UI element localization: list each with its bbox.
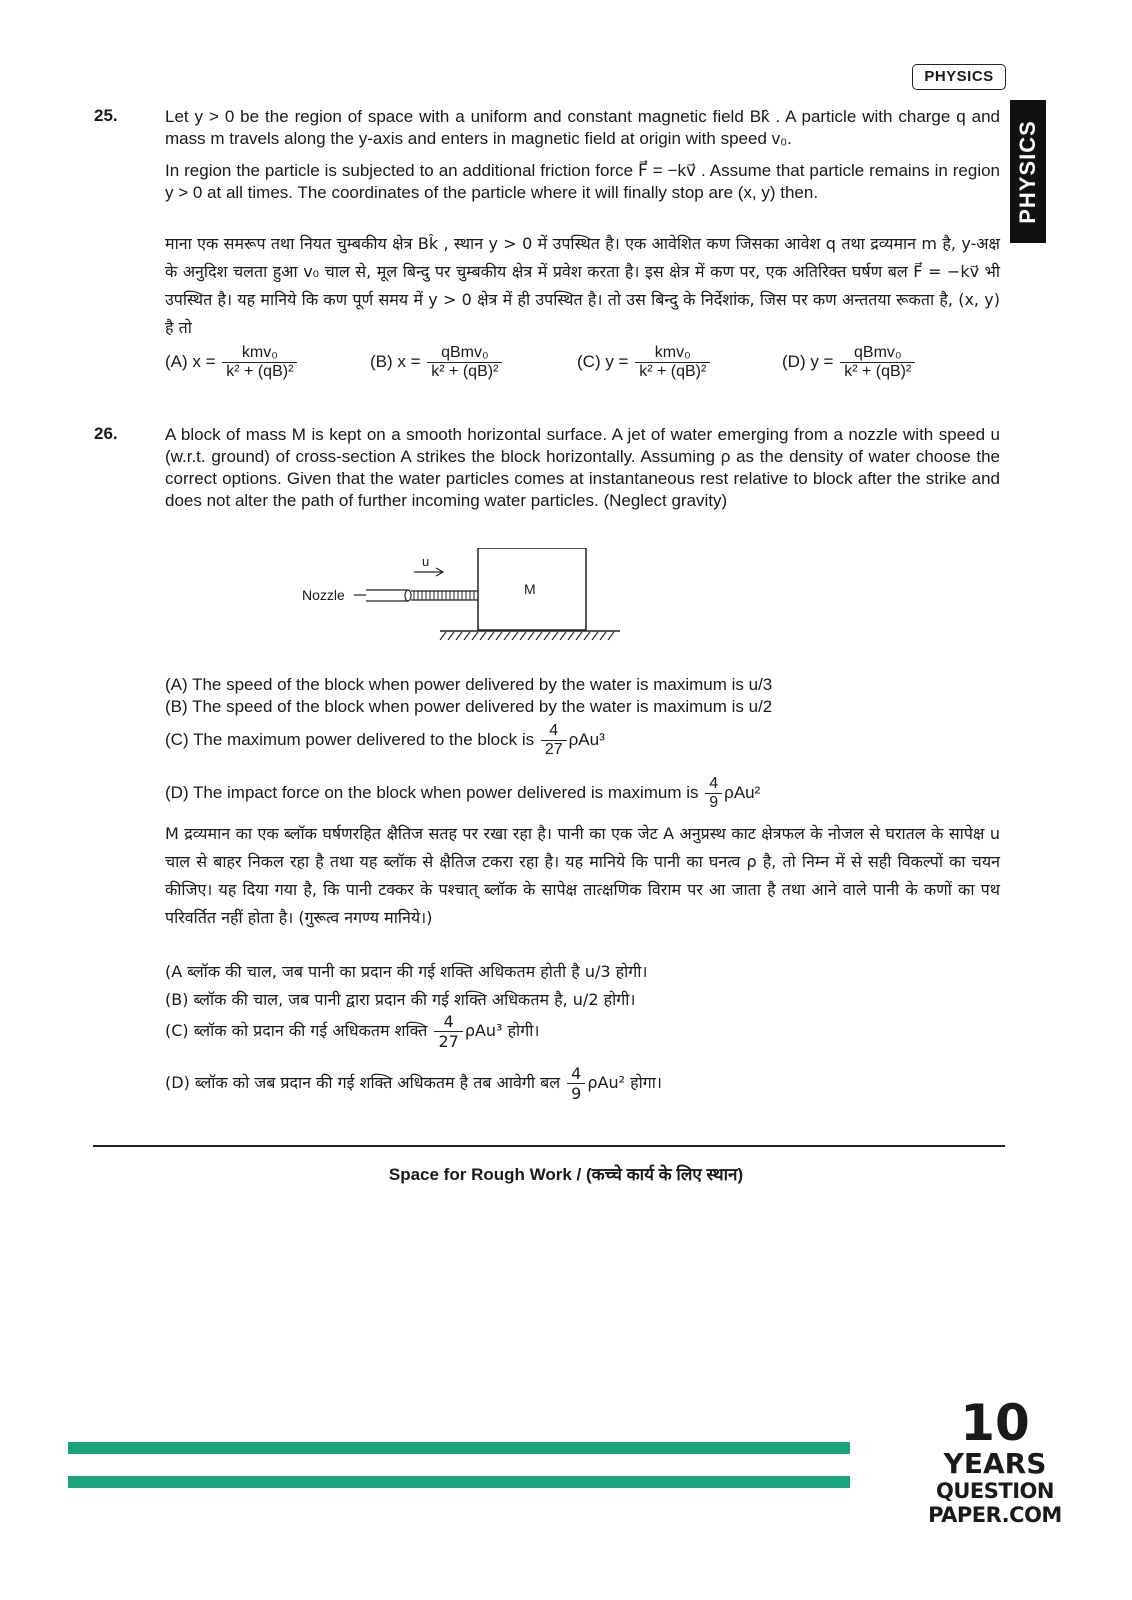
ground-hatching (440, 632, 614, 640)
block-label: M (524, 581, 536, 597)
q26-hindi-option-d-text: (D) ब्लॉक को जब प्रदान की गई शक्ति अधिकतम है तब आवेगी बल (165, 1073, 561, 1092)
q26-hindi-option-d-post: होगा। (630, 1073, 662, 1092)
logo-number: 10 (960, 1394, 1030, 1452)
question-26-text: A block of mass M is kept on a smooth horizontal surface. A jet of water emerging from a nozzle with speed u (w.r.t. ground) of cross-section A strikes the block horizontally. Assuming ρ as the density of water choose the correct options. Given that the water particles comes at instantaneous rest relative to block after the strike and does not alter the path of further incoming water particles. (Neglect gravity) (165, 425, 1000, 510)
velocity-label: u (422, 554, 430, 569)
jet-hatching (414, 591, 474, 600)
question-25-text: Let y > 0 be the region of space with a uniform and constant magnetic field Bk̂ . A particle with charge q and mass m travels along the y-axis and enters in magnetic field at origin with speed v₀. (165, 107, 1000, 148)
q25-option-c-label: (C) y = (577, 351, 629, 371)
subject-side-tab (1010, 100, 1046, 243)
q25-option-a-label: (A) x = (165, 351, 216, 371)
question-25-hindi: माना एक समरूप तथा नियत चुम्बकीय क्षेत्र Bk̂ , स्थान y > 0 में उपस्थित है। एक आवेशित कण जिसका आवेश q तथा द्रव्यमान m है, y-अक्ष के अनुदिश चलता हुआ v₀ चाल से, मूल बिन्दु पर चुम्बकीय क्षेत्र में प्रवेश करता है। इस क्षेत्र में कण पर, एक अतिरिक्त घर्षण बल F⃗ = −kv⃗ भी उपस्थित है। यह मानिये कि कण पूर्ण समय में y > 0 क्षेत्र में ही उपस्थित है। तो उस बिन्दु के निर्देशांक, जिस पर कण अन्ततया रूकता है, (x, y) है तो (165, 234, 1000, 337)
question-25-number: 25. (94, 106, 118, 125)
subject-tag: PHYSICS (912, 64, 1006, 90)
q25-option-b (370, 344, 504, 381)
question-25-text-2: In region the particle is subjected to an additional friction force F⃗ = −kv⃗ . Assume that particle remains in region y > 0 at all times. The coordinates of the particle where it will finally stop are (x, y) then. (165, 161, 1000, 202)
q25-option-c (577, 344, 712, 381)
q26-hindi-option-d-fraction: $\frac{4}{9}$ (567, 1064, 585, 1103)
q26-option-c-text: (C) The maximum power delivered to the block is (165, 729, 535, 749)
nozzle-mouth (405, 590, 411, 601)
q26-option-c (165, 722, 605, 759)
q26-hindi-option-c-fraction: $\frac{4}{27}$ (434, 1012, 462, 1051)
q26-option-b: (B) The speed of the block when power delivered by the water is maximum is u/2 (165, 697, 773, 716)
q26-option-d (165, 775, 760, 812)
q25-option-d-fraction: $\frac{\text{qBmv₀}}{\text{k² + (qB)²}}$ (840, 344, 915, 381)
q26-hindi-option-a: (A ब्लॉक की चाल, जब पानी का प्रदान की गई शक्ति अधिकतम होती है u/3 होगी। (165, 962, 648, 981)
logo-site: QUESTION PAPER.COM (928, 1479, 1062, 1527)
q26-option-a: (A) The speed of the block when power delivered by the water is maximum is u/3 (165, 675, 773, 694)
site-logo (900, 1394, 1090, 1527)
q26-option-c-fraction: $\frac{4}{27}$ (541, 722, 567, 759)
q26-hindi-option-c-post: होगी। (507, 1021, 540, 1040)
q26-hindi-option-c (165, 1012, 539, 1051)
q25-option-d (782, 344, 917, 381)
q25-option-b-label: (B) x = (370, 351, 421, 371)
nozzle-label: Nozzle (302, 587, 345, 603)
q26-hindi-option-d-mid: ρAu² (587, 1073, 626, 1092)
q25-option-a-fraction: $\frac{\text{kmv₀}}{\text{k² + (qB)²}}$ (222, 344, 297, 381)
q26-option-d-text: (D) The impact force on the block when power delivered is maximum is (165, 782, 699, 802)
q26-hindi-option-c-text: (C) ब्लॉक को प्रदान की गई अधिकतम शक्ति (165, 1021, 428, 1040)
side-tab-label: PHYSICS (1015, 119, 1040, 224)
q26-option-d-fraction: $\frac{4}{9}$ (705, 775, 722, 812)
q25-option-c-fraction: $\frac{\text{kmv₀}}{\text{k² + (qB)²}}$ (635, 344, 710, 381)
footer-accent-bar-top (68, 1442, 850, 1454)
q25-option-a (165, 344, 299, 381)
q25-option-d-label: (D) y = (782, 351, 834, 371)
q26-option-d-tail: ρAu² (724, 782, 761, 802)
rough-work-divider (93, 1145, 1005, 1147)
nozzle-block-figure (290, 548, 630, 658)
question-26-hindi: M द्रव्यमान का एक ब्लॉक घर्षणरहित क्षैतिज सतह पर रखा रहा है। पानी का एक जेट A अनुप्रस्थ काट क्षेत्रफल के नोजल से घरातल के सापेक्ष u चाल से बाहर निकल रहा है तथा यह ब्लॉक से क्षैतिज टकरा रहा है। यह मानिये कि पानी का घनत्व ρ है, तो निम्न में से सही विकल्पों का चयन कीजिए। यह दिया गया है, कि पानी टक्कर के पश्चात् ब्लॉक के सापेक्ष तात्क्षणिक विराम पर आ जाता है तथा आने वाले पानी के कणों का पथ परिवर्तित नहीं होता है। (गुरूत्व नगण्य मानिये।) (165, 824, 1000, 927)
rough-work-label: Space for Rough Work / (कच्चे कार्य के लिए स्थान) (388, 1165, 744, 1184)
q26-hindi-option-b: (B) ब्लॉक की चाल, जब पानी द्वारा प्रदान की गई शक्ति अधिकतम है, u/2 होगी। (165, 990, 636, 1009)
question-26-number: 26. (94, 424, 118, 443)
q25-option-b-fraction: $\frac{\text{qBmv₀}}{\text{k² + (qB)²}}$ (427, 344, 502, 381)
footer-accent-bar-bottom (68, 1476, 850, 1488)
q26-hindi-option-c-mid: ρAu³ (464, 1021, 503, 1040)
logo-years: YEARS (943, 1447, 1047, 1480)
q26-hindi-option-d (165, 1064, 662, 1103)
q26-option-c-tail: ρAu³ (568, 729, 605, 749)
